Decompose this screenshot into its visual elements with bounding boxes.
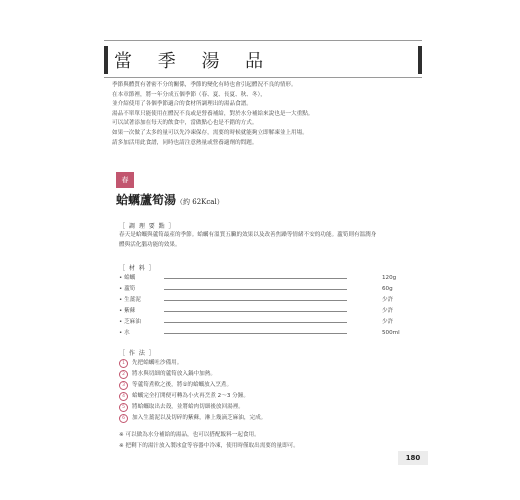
dish-calories: （約 62Kcal） [176,198,224,206]
intro-line: 如果一次做了太多的量可以先冷凍保存，需要的時候就能夠立即解凍並上用場。 [112,129,308,136]
ingredient-qty: 60g [382,286,393,292]
ingredient-row [119,295,419,305]
intro-line: 請多加活用此食譜，同時也請注意熱量或營養適劑的問題。 [112,139,258,146]
ingredient-row [119,284,419,294]
ingredients-heading: ［ 材 料 ］ [119,265,156,272]
step-row [119,402,419,412]
ingredient-qty: 少許 [382,319,394,325]
step-text: 先把蛤蠣吐沙備用。 [132,360,183,366]
ingredient-qty: 少許 [382,297,394,303]
step-number-badge: 3 [119,381,128,390]
intro-line: 在本章節裡，將一年分成五個季節（春、夏、長夏、秋、冬）， [112,91,266,98]
step-number-badge: 1 [119,359,128,368]
title-bar-right [418,46,422,74]
step-row [119,413,419,423]
season-badge: 春 [116,172,134,188]
points-heading: ［ 調 理 要 點 ］ [119,223,176,230]
step-row [119,380,419,390]
step-text: 等蘆筍煮軟之後，將①的蛤蠣放入烹煮。 [132,382,233,388]
note-line: ※ 把剩下的湯汁放入製冰盒等容器中冷凍，使用時僅取出需要的量即可。 [119,443,299,449]
intro-line: 可以試著添加在每天的飲食中，當做點心也是不錯的方式。 [112,120,258,127]
step-text: 將蛤蠣取出去殼，並將蛤肉切細後放回湯裡。 [132,404,244,410]
leader-line [164,289,347,290]
page-number: 180 [405,454,421,462]
leader-line [164,278,347,279]
ingredient-name: • 紫蘇 [119,308,136,314]
step-number-badge: 4 [119,392,128,401]
ingredient-row [119,328,419,338]
method-heading: ［ 作 法 ］ [119,350,156,357]
ingredient-name: • 芝麻油 [119,319,141,325]
step-number-badge: 2 [119,370,128,379]
ingredient-row [119,306,419,316]
intro-line: 湯品不單單只能使用在體況不良或是營養補給，對於水分補給來說也是一大重點。 [112,110,314,117]
ingredient-name: • 蛤蠣 [119,275,136,281]
leader-line [164,322,347,323]
ingredient-qty: 少許 [382,308,394,314]
intro-text [112,81,432,148]
step-number-badge: 5 [119,403,128,412]
intro-line: 並介紹使用了各個季節適合的食材所調理出的湯品食譜。 [112,101,252,108]
page-title: 當 季 湯 品 [114,51,274,72]
ingredient-name: • 水 [119,330,130,336]
points-line: 體與活化腦功能的效果。 [119,242,181,248]
note-line: ※ 可以做為水分補給的湯品，也可以搭配飯料一起食用。 [119,432,260,438]
points-line: 春天是蛤蠣與蘆筍最產的季節。蛤蠣有溫質五臟的效果以及改善焦躁等情緒不安的功能。蘆筍則有溫潤身 [119,232,377,238]
leader-line [164,311,347,312]
step-text: 蛤蠣完全打開便可轉為小火再烹煮 2～3 分鐘。 [132,393,249,399]
step-row [119,369,419,379]
ingredient-name: • 生薑泥 [119,297,141,303]
step-number-badge: 6 [119,414,128,423]
title-rule-bottom [104,77,422,78]
intro-line: 季節與體質有著密不分的關係，季節的變化有時也會引起體況不良的情形。 [112,82,297,88]
ingredient-row [119,317,419,327]
ingredient-qty: 120g [382,275,397,281]
ingredient-row [119,273,419,283]
step-text: 加入生薑泥以及切碎的紫蘇，淋上幾滴芝麻油，完成。 [132,415,267,421]
leader-line [164,300,347,301]
step-text: 將水與切細的蘆筍放入鍋中加熱。 [132,371,216,377]
step-row [119,391,419,401]
leader-line [164,333,347,334]
dish-title [116,191,224,208]
title-bar-left [104,46,108,74]
ingredient-qty: 500ml [382,330,400,336]
dish-name: 蛤蠣蘆筍湯 [116,193,177,207]
points-text [119,230,419,250]
ingredient-name: • 蘆筍 [119,286,136,292]
title-rule-top [104,40,422,41]
step-row [119,358,419,368]
